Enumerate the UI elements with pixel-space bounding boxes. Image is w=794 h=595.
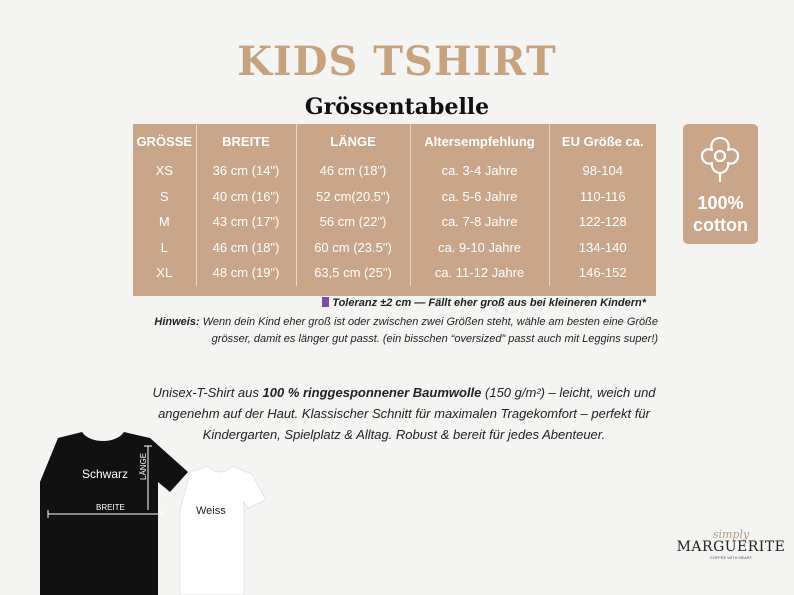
table-cell: 40 cm (16") <box>196 184 296 210</box>
table-cell: 48 cm (19") <box>196 260 296 286</box>
length-label: LÄNGE <box>139 452 148 480</box>
table-cell: ca. 5-6 Jahre <box>410 184 549 210</box>
table-cell: 110-116 <box>549 184 656 210</box>
table-cell: S <box>159 188 169 204</box>
column-header: Altersempfehlung <box>410 124 549 158</box>
badge-percent: 100% <box>697 193 744 213</box>
table-cell: 52 cm(20.5") <box>296 184 410 210</box>
table-cell: ca. 3-4 Jahre <box>410 158 549 184</box>
table-cell: 43 cm (17") <box>196 209 296 235</box>
table-cell: 146-152 <box>549 260 656 286</box>
table-cell: ca. 9-10 Jahre <box>410 235 549 261</box>
page-title: KIDS TSHIRT <box>237 38 557 85</box>
table-cell: 36 cm (14") <box>196 158 296 184</box>
table-cell: 98-104 <box>549 158 656 184</box>
table-row <box>133 158 656 184</box>
column-header: BREITE <box>196 124 296 158</box>
cotton-flower-icon <box>683 124 758 194</box>
hint-label: Hinweis: <box>154 316 200 328</box>
column-header: EU Größe ca. <box>549 124 656 158</box>
badge-material: cotton <box>693 215 748 235</box>
brand-logo <box>676 528 786 588</box>
size-table-title: Grössentabelle <box>304 94 490 120</box>
table-cell: L <box>160 239 168 255</box>
tolerance-note <box>322 297 646 309</box>
black-shirt-label: Schwarz <box>82 467 129 481</box>
table-header-row <box>133 124 656 158</box>
table-cell: 56 cm (22") <box>296 209 410 235</box>
column-header: LÄNGE <box>296 124 410 158</box>
table-cell: ca. 7-8 Jahre <box>410 209 549 235</box>
table-cell: XL <box>156 265 173 281</box>
size-table <box>133 124 656 296</box>
hint-note <box>150 314 658 348</box>
table-cell: 63,5 cm (25") <box>296 260 410 286</box>
table-row <box>133 209 656 235</box>
table-cell: M <box>158 214 170 230</box>
table-cell: XS <box>155 163 173 179</box>
table-row <box>133 260 656 286</box>
description-bold: 100 % ringgesponnener Baumwolle <box>262 385 482 400</box>
white-tshirt <box>180 466 266 595</box>
table-cell: 46 cm (18") <box>196 235 296 261</box>
table-cell: 134-140 <box>549 235 656 261</box>
tape-measure-icon <box>322 297 329 307</box>
column-header: GRÖSSE <box>136 133 193 149</box>
table-cell: 122-128 <box>549 209 656 235</box>
table-cell: 46 cm (18") <box>296 158 410 184</box>
tshirt-illustration <box>30 430 290 595</box>
table-cell: 60 cm (23.5") <box>296 235 410 261</box>
white-shirt-label: Weiss <box>196 505 226 517</box>
table-row <box>133 184 656 210</box>
tolerance-text: Toleranz ±2 cm — Fällt eher groß aus bei kleineren Kindern* <box>332 297 646 309</box>
hint-text: Wenn dein Kind eher groß ist oder zwischen zwei Größen steht, wähle am besten eine Größe grösser, damit es länger gut passt. (ein bisschen “oversized” passt auch mit Leggins super!) <box>202 316 658 345</box>
description-text: Unisex-T-Shirt aus <box>152 385 263 400</box>
width-label: BREITE <box>96 503 125 512</box>
table-cell: ca. 11-12 Jahre <box>410 260 549 286</box>
cotton-badge <box>683 124 758 244</box>
brand-tagline: COFFEE WITH HEART <box>709 555 753 560</box>
brand-name: MARGUERITE <box>676 539 786 555</box>
brand-script: simply <box>712 528 750 541</box>
table-row <box>133 235 656 261</box>
description-text: (150 g/m²) – leicht, weich und angenehm auf der Haut. Klassischer Schnitt für maximalen Tragekomfort – perfekt für Kindergarten, Spielplatz & Alltag. Robust & bereit für jedes Abenteuer. <box>158 385 656 442</box>
